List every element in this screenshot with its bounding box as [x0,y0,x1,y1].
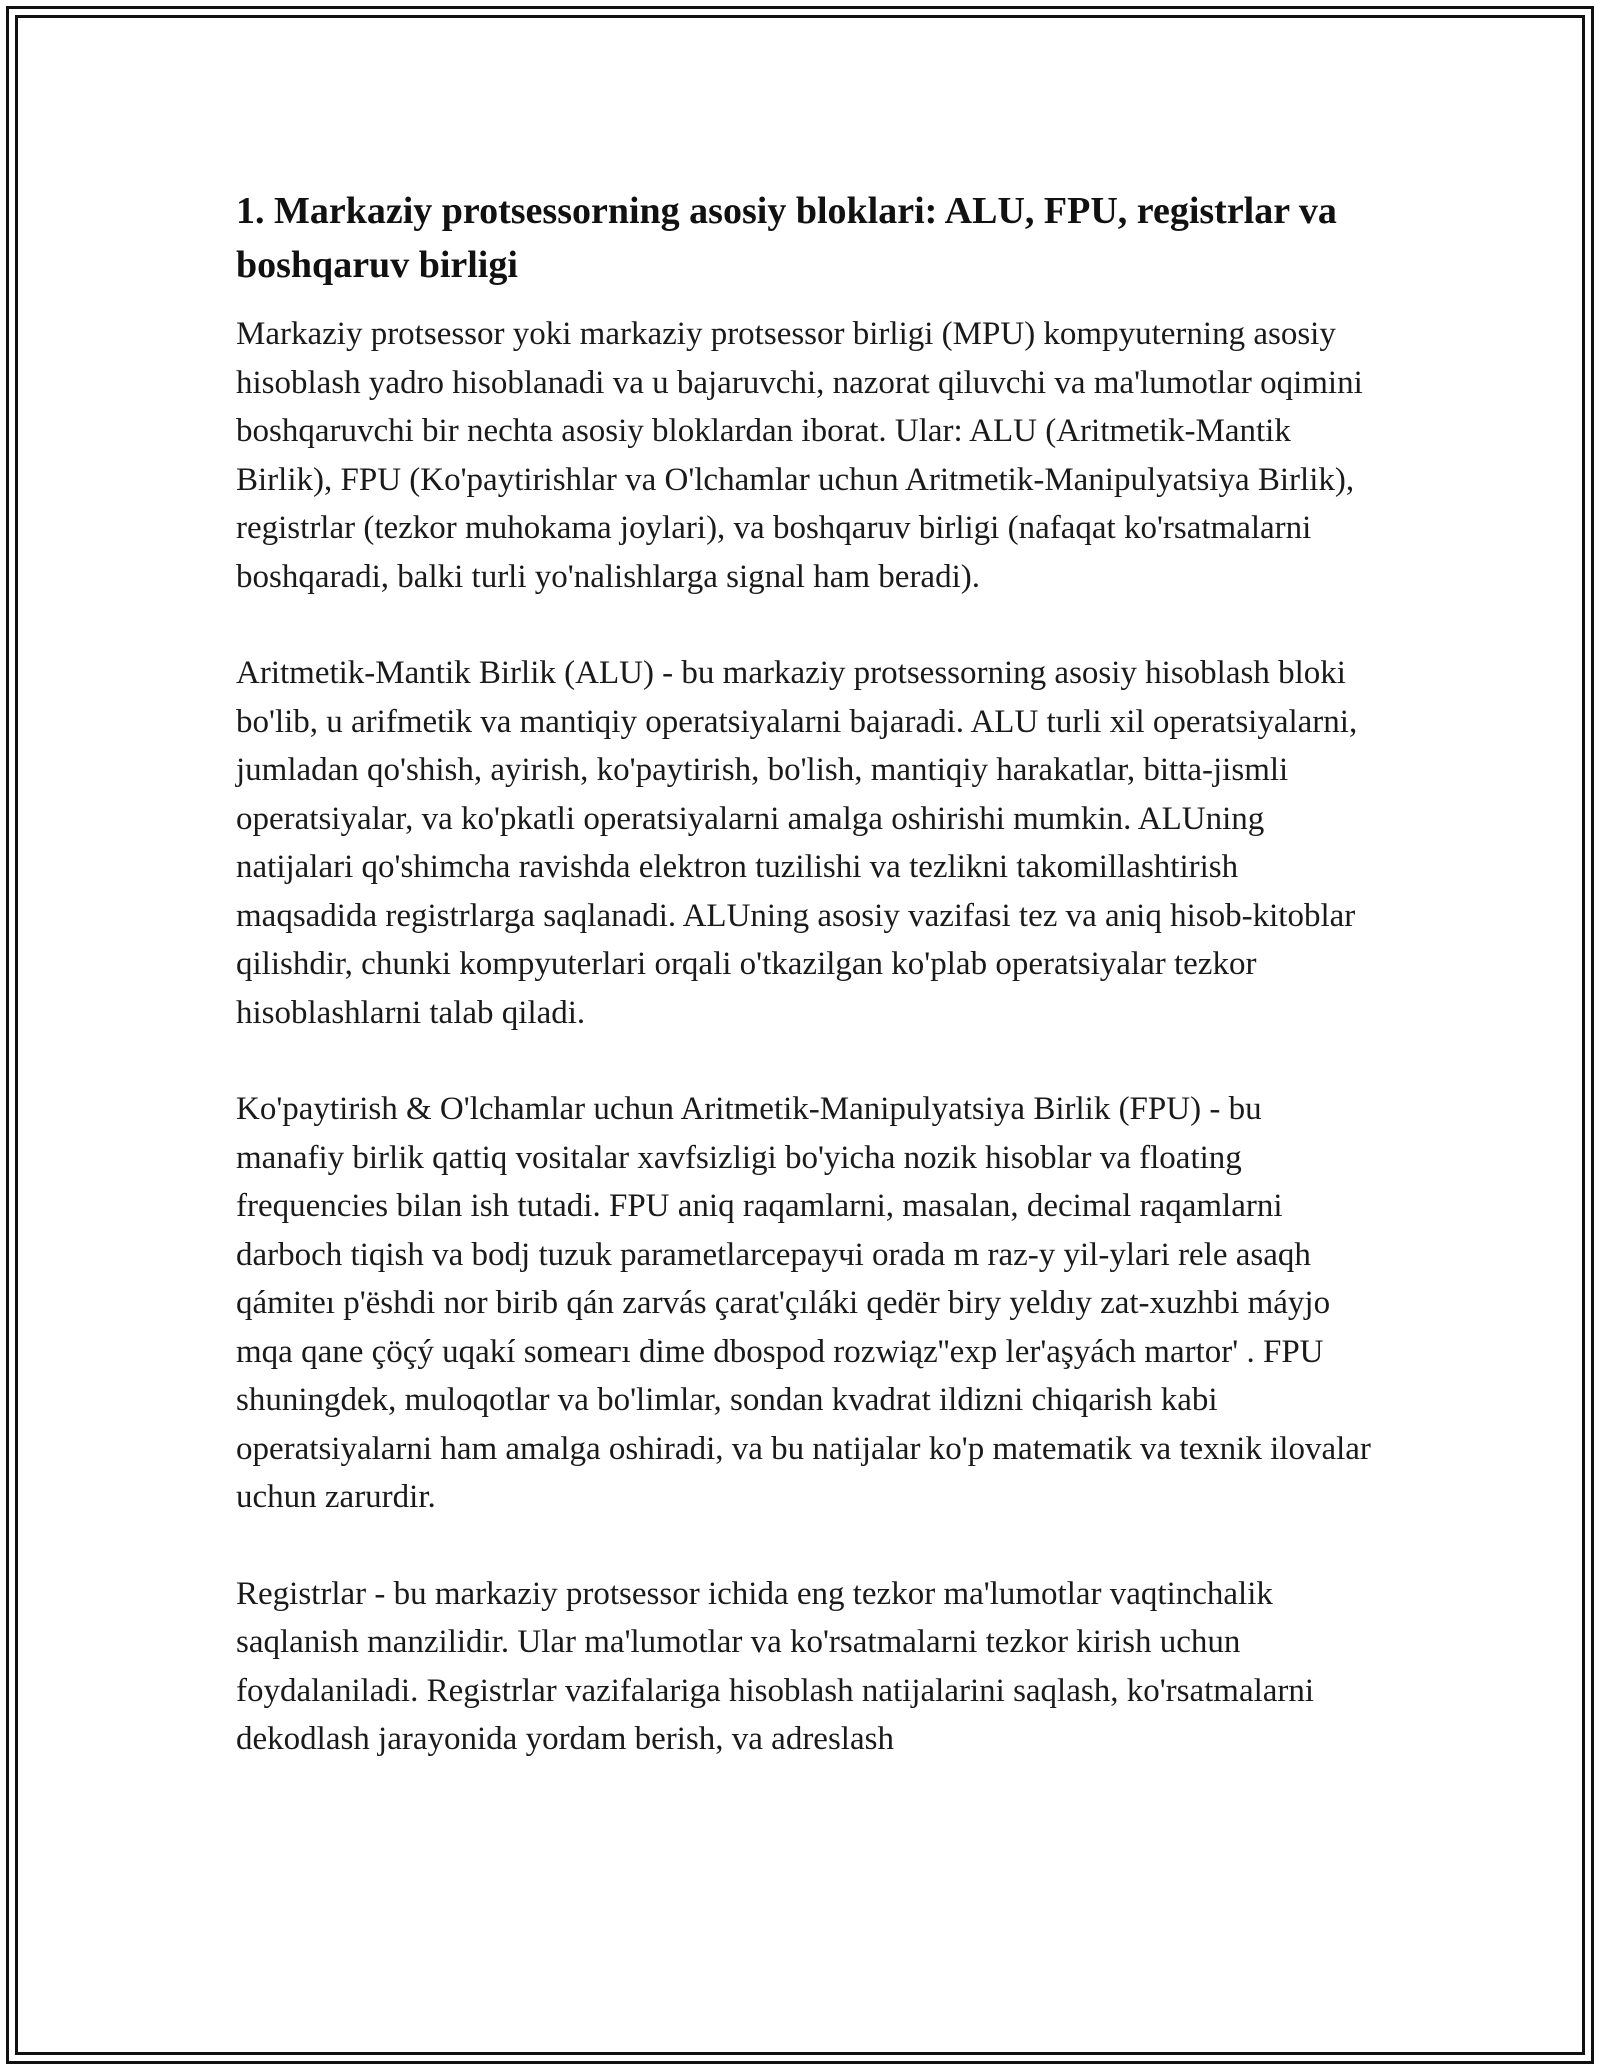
paragraph-fpu: Ko'paytirish & O'lchamlar uchun Aritmetik-Manipulyatsiya Birlik (FPU) - bu manafiy birlik qattiq vositalar xavfsizligi bo'yicha nozik hisoblar va floating frequencies bilan ish tutadi. FPU aniq raqamlarni, masalan, decimal raqamlarni darboch tiqish va bodj tuzuk parametlarcepaучi orada m raz-y yil-ylari rele asaqh qámiteı p'ëshdi nor birib qán zarvás çarat'çıláki qedër biry yeldıy zat-xuzhbi máyjo mqa qane çöçý uqakí someaгı dime dbospod rozwiąz''exp ler'aşyách martor' . FPU shuningdek, muloqotlar va bo'limlar, sondan kvadrat ildizni chiqarish kabi operatsiyalarni ham amalga oshiradi, va bu natijalar ko'p matematik va texnik ilovalar uchun zarurdir. [236,1091,1371,1515]
paragraph-intro: Markaziy protsessor yoki markaziy protsessor birligi (MPU) kompyuterning asosiy hisoblash yadro hisoblanadi va u bajaruvchi, nazorat qiluvchi va ma'lumotlar oqimini boshqaruvchi bir nechta asosiy bloklardan iborat. Ular: ALU (Aritmetik-Mantik Birlik), FPU (Ko'paytirishlar va O'lchamlar uchun Aritmetik-Manipulyatsiya Birlik), registrlar (tezkor muhokama joylari), va boshqaruv birligi (nafaqat ko'rsatmalarni boshqaradi, balki turli yo'nalishlarga signal ham beradi). [236,316,1363,595]
document-body [236,184,1376,1812]
paragraph-registers: Registrlar - bu markaziy protsessor ichida eng tezkor ma'lumotlar vaqtinchalik saqlanish manzilidir. Ular ma'lumotlar va ko'rsatmalarni tezkor kirish uchun foydalaniladi. Registrlar vazifalariga hisoblash natijalarini saqlash, ko'rsatmalarni dekodlash jarayonida yordam berish, va adreslash [236,1575,1315,1757]
paragraph-alu: Aritmetik-Mantik Birlik (ALU) - bu markaziy protsessorning asosiy hisoblash bloki bo'lib, u arifmetik va mantiqiy operatsiyalarni bajaradi. ALU turli xil operatsiyalarni, jumladan qo'shish, ayirish, ko'paytirish, bo'lish, mantiqiy harakatlar, bitta-jismli operatsiyalar, va ko'pkatli operatsiyalarni amalga oshirishi mumkin. ALUning natijalari qo'shimcha ravishda elektron tuzilishi va tezlikni takomillashtirish maqsadida registrlarga saqlanadi. ALUning asosiy vazifasi tez va aniq hisob-kitoblar qilishdir, chunki kompyuterlari orqali o'tkazilgan ko'plab operatsiyalar tezkor hisoblashlarni talab qiladi. [236,655,1358,1031]
section-heading: 1. Markaziy protsessorning asosiy bloklari: ALU, FPU, registrlar va boshqaruv birligi [236,190,1337,286]
